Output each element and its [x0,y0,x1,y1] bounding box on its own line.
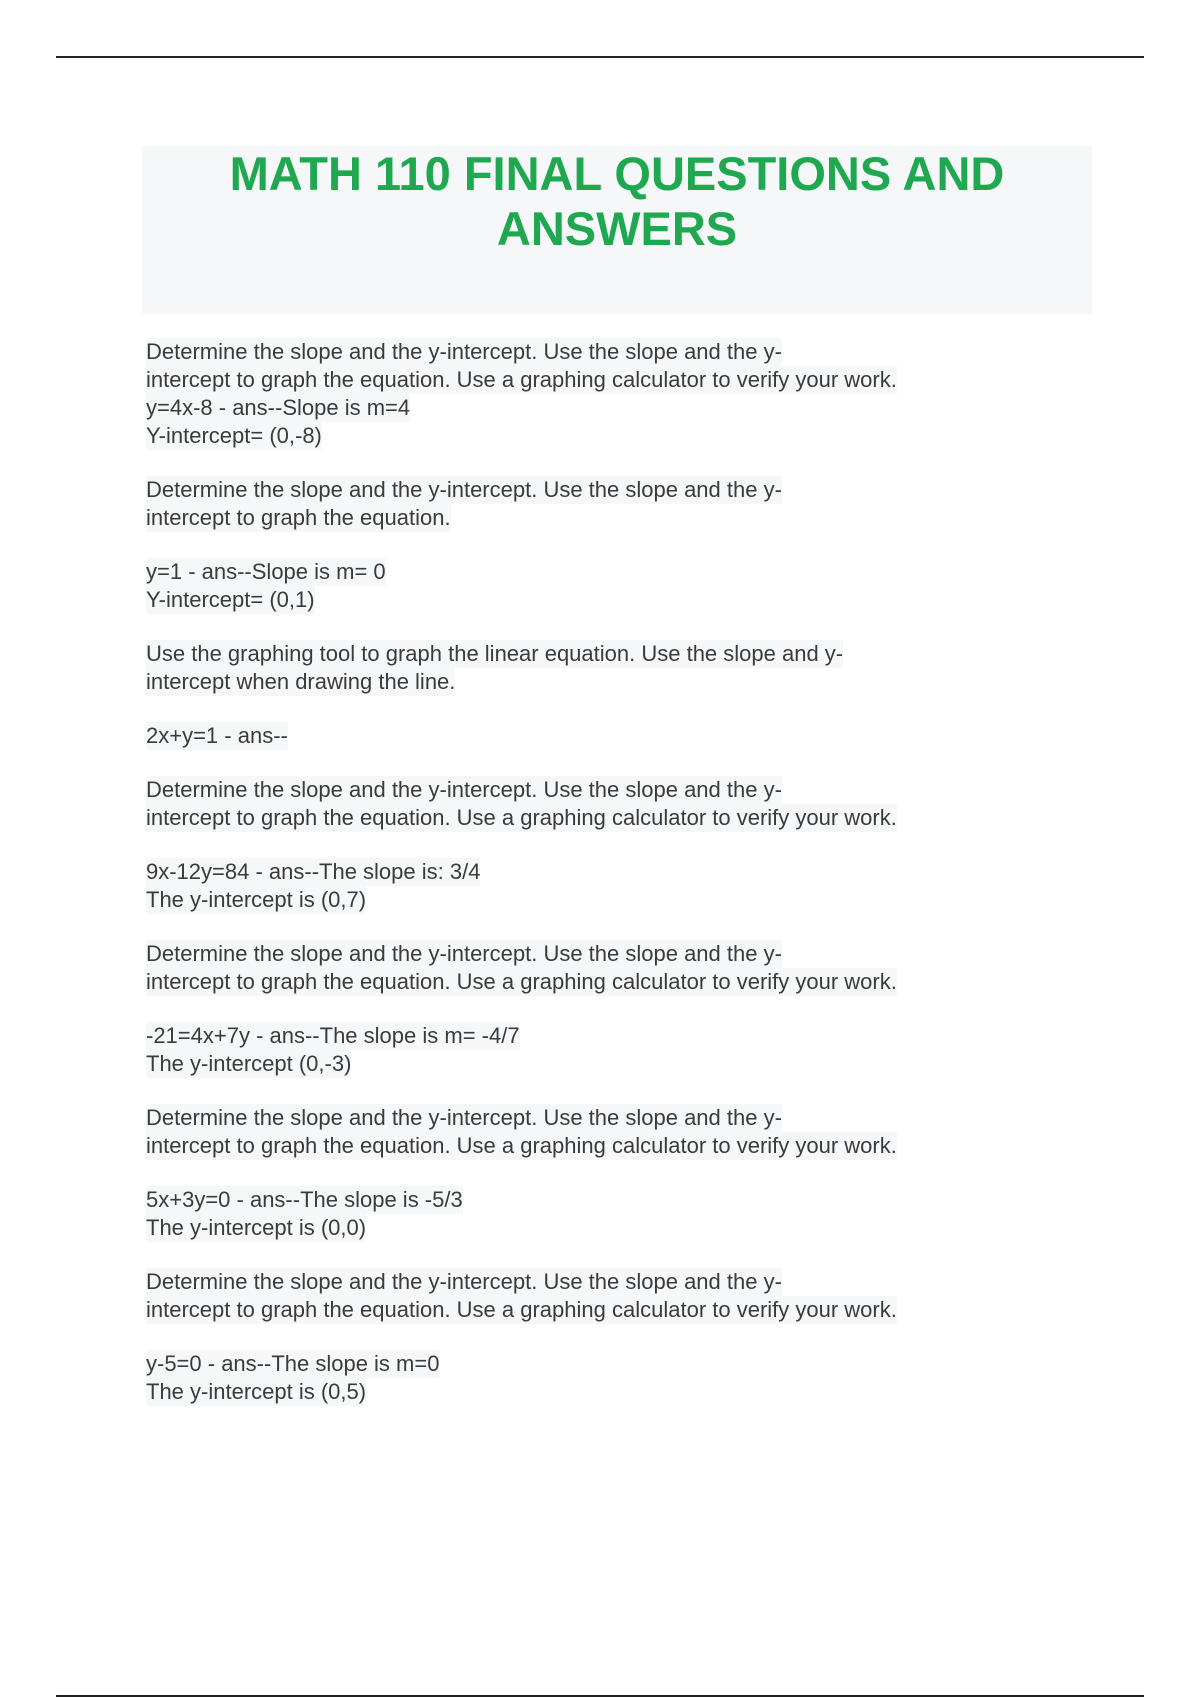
question-line: intercept to graph the equation. [146,505,451,530]
answer-line: y=1 - ans--Slope is m= 0 [146,559,386,584]
top-rule [56,56,1144,58]
answer-line: The y-intercept (0,-3) [146,1051,352,1076]
answer-line: The y-intercept is (0,7) [146,887,367,912]
question-line: intercept to graph the equation. Use a graphing calculator to verify your work. [146,805,897,830]
question-line: Determine the slope and the y-intercept. Use the slope and the y- [146,941,782,966]
title-banner [142,146,1092,314]
qa-item-5 [146,940,1106,996]
qa-item-4 [146,776,1106,832]
answer-line: 2x+y=1 - ans-- [146,723,288,748]
answer-line: -21=4x+7y - ans--The slope is m= -4/7 [146,1023,520,1048]
answer-line: The y-intercept is (0,5) [146,1379,367,1404]
qa-item-2 [146,476,1106,532]
answer-block [146,722,1106,750]
answer-block [146,1350,1106,1406]
answer-line: Y-intercept= (0,1) [146,587,315,612]
answer-line: Y-intercept= (0,-8) [146,423,322,448]
qa-item-1 [146,338,1106,450]
question-line: Determine the slope and the y-intercept. Use the slope and the y- [146,339,782,364]
question-line: Determine the slope and the y-intercept. Use the slope and the y- [146,1269,782,1294]
question-line: intercept to graph the equation. Use a graphing calculator to verify your work. [146,1133,897,1158]
answer-block [146,1186,1106,1242]
answer-line: y-5=0 - ans--The slope is m=0 [146,1351,440,1376]
qa-item-7 [146,1268,1106,1324]
document-title: MATH 110 FINAL QUESTIONS AND ANSWERS [229,147,1005,255]
answer-line: 5x+3y=0 - ans--The slope is -5/3 [146,1187,463,1212]
answer-line: The y-intercept is (0,0) [146,1215,367,1240]
question-line: intercept when drawing the line. [146,669,456,694]
answer-line: y=4x-8 - ans--Slope is m=4 [146,395,411,420]
question-line: intercept to graph the equation. Use a graphing calculator to verify your work. [146,969,897,994]
answer-block [146,858,1106,914]
question-line: Determine the slope and the y-intercept. Use the slope and the y- [146,477,782,502]
question-line: Use the graphing tool to graph the linear equation. Use the slope and y- [146,641,844,666]
question-line: Determine the slope and the y-intercept. Use the slope and the y- [146,777,782,802]
question-line: intercept to graph the equation. Use a graphing calculator to verify your work. [146,367,897,392]
question-line: intercept to graph the equation. Use a graphing calculator to verify your work. [146,1297,897,1322]
answer-block [146,558,1106,614]
answer-line: 9x-12y=84 - ans--The slope is: 3/4 [146,859,481,884]
question-line: Determine the slope and the y-intercept. Use the slope and the y- [146,1105,782,1130]
answer-block [146,1022,1106,1078]
document-body [146,338,1106,1406]
bottom-rule [56,1695,1144,1697]
qa-item-6 [146,1104,1106,1160]
qa-item-3 [146,640,1106,696]
